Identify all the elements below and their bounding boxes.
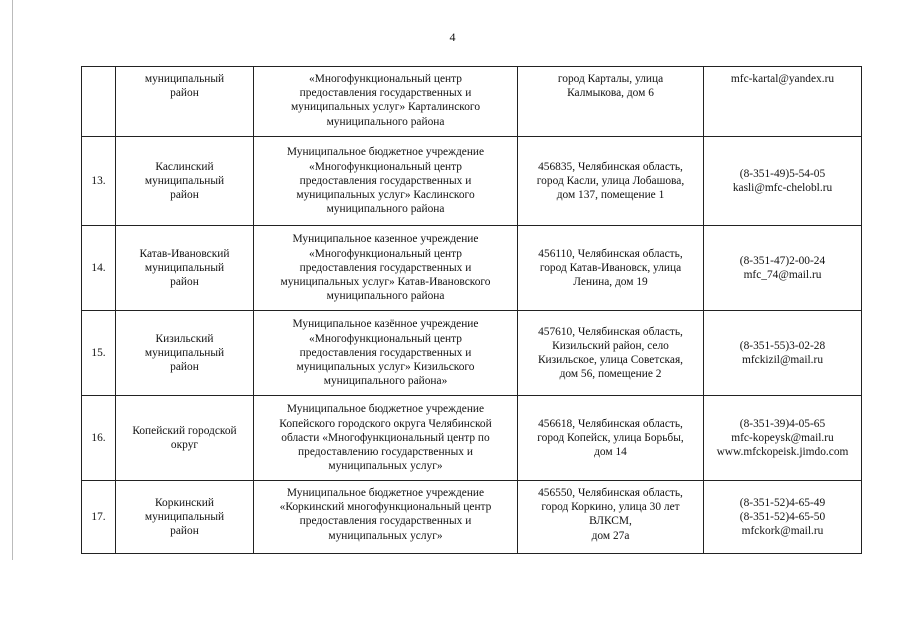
address-line: 456110, Челябинская область, [538,247,683,260]
district-cell [116,481,254,554]
organization-line: муниципального района» [323,375,448,388]
organization-line: предоставления государственных и [299,346,472,359]
row-number-cell [82,67,116,137]
row-number: 17. [91,510,106,523]
contacts-cell [704,481,862,554]
contacts-line: mfckork@mail.ru [741,525,824,538]
district-line: Копейский городской [132,424,237,437]
organization-line: предоставления государственных и [299,174,472,187]
contacts-line: (8-351-52)4-65-49 [739,496,826,509]
contacts-cell [704,396,862,481]
organization-cell [254,226,518,311]
organization-line: Муниципальное бюджетное учреждение [286,403,485,416]
organization-cell [254,396,518,481]
table-row [82,396,862,481]
organization-line: «Многофункциональный центр [309,332,462,345]
organization-cell [254,67,518,137]
district-line: Каслинский [155,160,214,173]
organization-line: области «Многофункциональный центр по [281,431,490,444]
district-line: муниципальный [144,73,225,85]
organization-line: муниципального района [326,115,445,128]
address-line: ВЛКСМ, [589,515,632,528]
address-line: город Касли, улица Лобашова, [536,174,685,187]
contacts-line: (8-351-52)4-65-50 [739,510,826,523]
contacts-line: (8-351-39)4-05-65 [739,417,826,430]
organization-line: муниципального района [326,203,445,216]
contacts-line: (8-351-47)2-00-24 [739,254,826,267]
address-line: Кизильское, улица Советская, [537,354,684,366]
address-cell [518,396,704,481]
table-row [82,311,862,396]
district-line: район [170,276,199,289]
address-cell [518,137,704,226]
page-number: 4 [449,30,456,44]
organization-line: Муниципальное бюджетное учреждение [286,146,485,159]
organization-line: муниципальных услуг» Каслинского [296,189,475,202]
mfc-registry-table [81,66,862,554]
district-cell [116,137,254,226]
contacts-cell [704,311,862,396]
address-line: дом 14 [594,446,627,459]
address-line: 457610, Челябинская область, [538,325,683,338]
contacts-cell [704,137,862,226]
contacts-line: mfc-kartal@yandex.ru [730,73,835,85]
address-line: город Карталы, улица [557,73,664,85]
organization-line: предоставления государственных и [299,261,472,274]
district-line: Кизильский [155,332,214,345]
organization-line: Муниципальное казенное учреждение [292,233,479,246]
address-line: дом 56, помещение 2 [559,368,662,381]
address-cell [518,67,704,137]
organization-line: муниципальных услуг» Кизильского [296,361,475,374]
contacts-line: (8-351-55)3-02-28 [739,339,826,352]
district-cell [116,226,254,311]
address-line: Кизильский район, село [552,339,669,352]
row-number-cell [82,311,116,396]
district-line: Коркинский [155,496,214,509]
organization-line: «Многофункциональный центр [309,73,462,85]
organization-line: Муниципальное казённое учреждение [292,318,479,331]
contacts-line: mfc_74@mail.ru [743,269,822,281]
district-line: округ [170,439,199,451]
organization-line: муниципальных услуг» [328,529,443,542]
row-number-cell [82,226,116,311]
row-number: 14. [91,261,106,274]
table-row [82,67,862,137]
district-line: район [170,87,199,100]
row-number: 15. [91,346,106,359]
contacts-line: mfc-kopeysk@mail.ru [731,431,834,444]
row-number: 13. [91,174,106,187]
organization-cell [254,311,518,396]
row-number: 16. [91,431,106,444]
organization-line: Копейского городского округа Челябинской [279,417,492,430]
district-cell [116,67,254,137]
district-line: муниципальный [144,510,225,523]
row-number-cell [82,481,116,554]
district-line: муниципальный [144,174,225,187]
address-line: Ленина, дом 19 [573,276,648,289]
row-number-cell [82,137,116,226]
district-line: район [170,189,199,202]
organization-line: предоставлению государственных и [298,446,473,459]
contacts-line: kasli@mfc-chelobl.ru [732,182,833,194]
table-row [82,137,862,226]
address-cell [518,311,704,396]
district-cell [116,311,254,396]
address-line: дом 137, помещение 1 [556,189,665,202]
organization-line: предоставления государственных и [299,87,472,100]
contacts-cell [704,226,862,311]
organization-line: Муниципальное бюджетное учреждение [286,487,485,499]
contacts-line: (8-351-49)5-54-05 [739,167,826,180]
table-row [82,481,862,554]
table-body [82,67,862,554]
district-line: муниципальный [144,261,225,274]
organization-line: предоставления государственных и [299,515,472,528]
address-line: город Коркино, улица 30 лет [541,501,680,514]
organization-line: «Многофункциональный центр [309,247,462,260]
row-number-cell [82,396,116,481]
address-line: 456835, Челябинская область, [538,160,683,173]
address-line: Калмыкова, дом 6 [567,87,654,100]
contacts-line: mfckizil@mail.ru [741,354,824,366]
organization-line: муниципальных услуг» Катав-Ивановского [280,276,491,289]
organization-line: «Коркинский многофункциональный центр [279,501,492,514]
address-line: город Катав-Ивановск, улица [539,261,682,274]
organization-line: муниципального района [326,290,445,303]
address-cell [518,226,704,311]
organization-cell [254,137,518,226]
organization-line: «Многофункциональный центр [309,160,462,173]
district-line: район [170,525,199,538]
organization-cell [254,481,518,554]
table-row [82,226,862,311]
district-cell [116,396,254,481]
address-cell [518,481,704,554]
address-line: дом 27а [591,529,630,542]
district-line: муниципальный [144,346,225,359]
address-line: 456618, Челябинская область, [538,417,683,430]
address-line: город Копейск, улица Борьбы, [537,431,684,444]
margin-rule [12,0,13,560]
district-line: район [170,361,199,374]
contacts-line: www.mfckopeisk.jimdo.com [716,446,849,459]
district-line: Катав-Ивановский [139,247,230,260]
contacts-cell [704,67,862,137]
organization-line: муниципальных услуг» [328,460,443,473]
organization-line: муниципальных услуг» Карталинского [290,101,481,114]
address-line: 456550, Челябинская область, [538,487,683,499]
